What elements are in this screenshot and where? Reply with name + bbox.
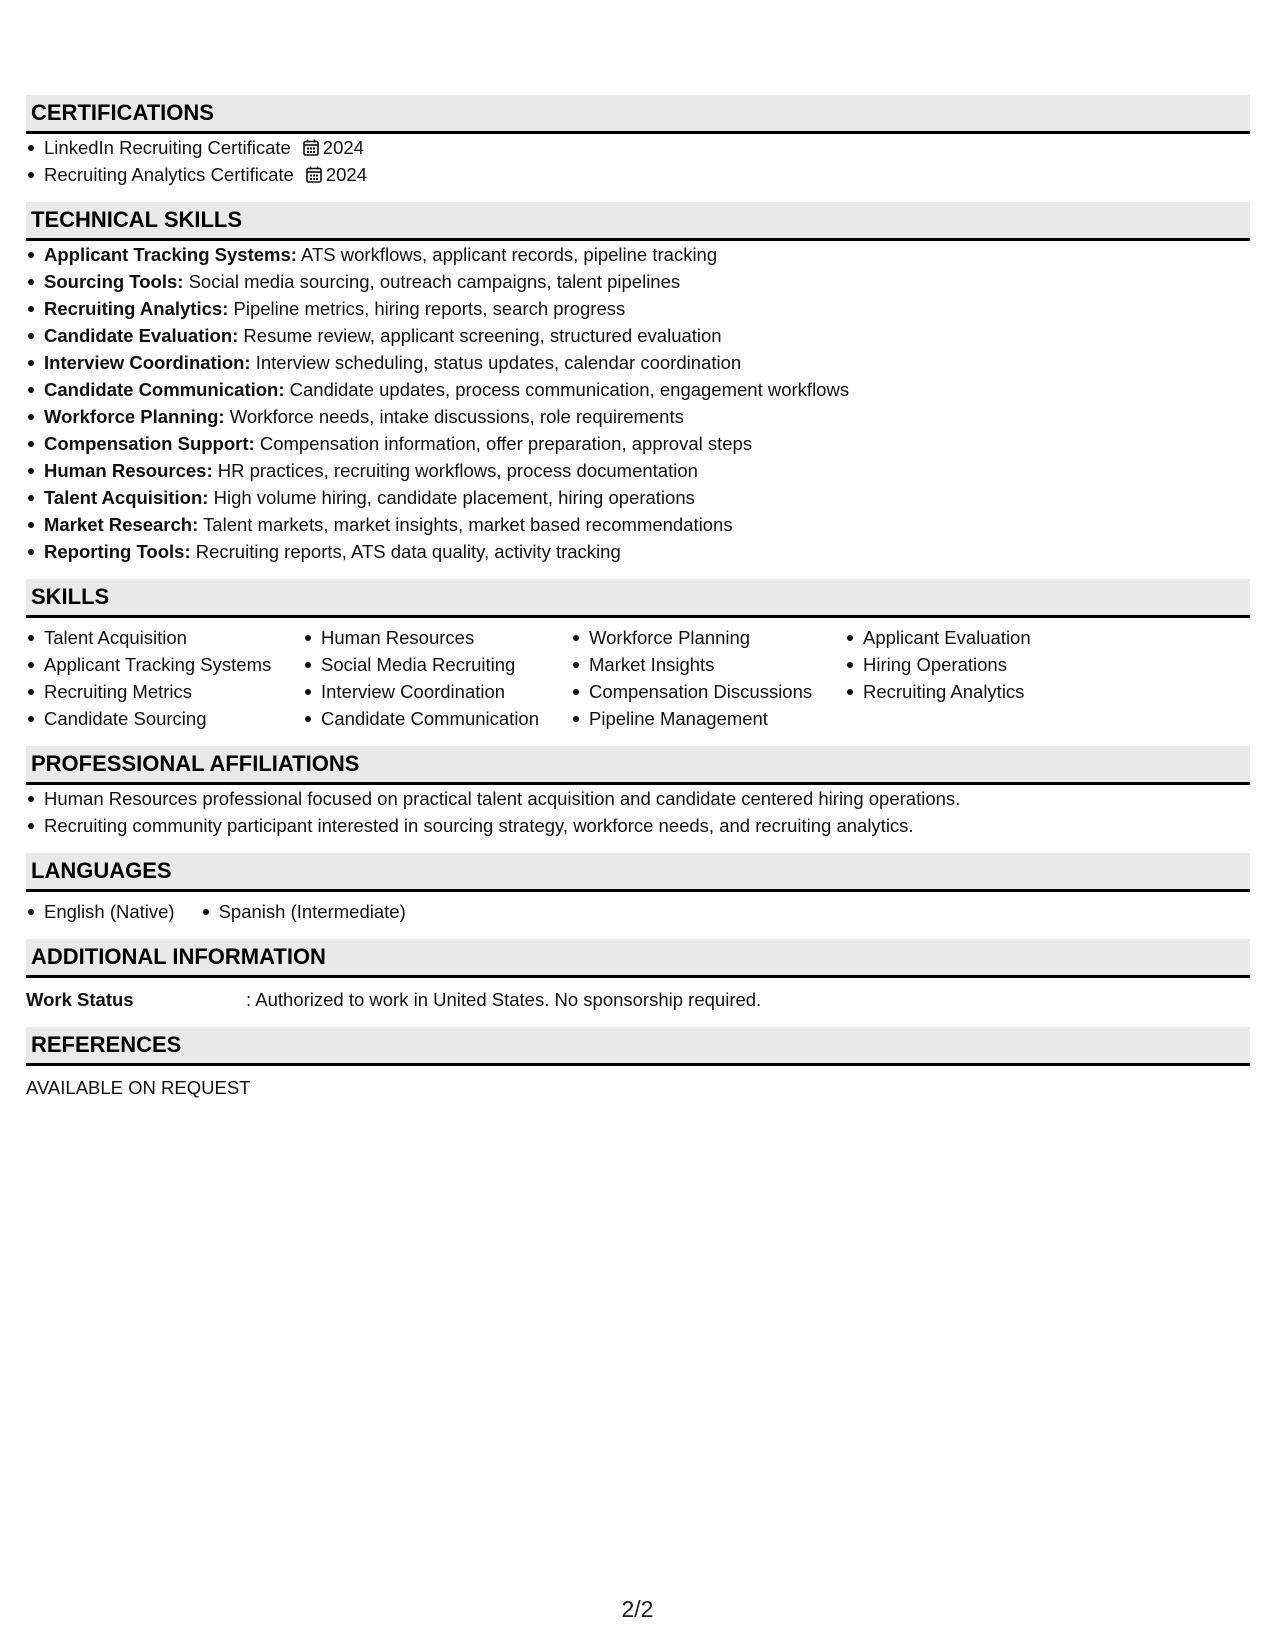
additional-info-heading: ADDITIONAL INFORMATION [26, 939, 1250, 978]
skills-grid [26, 618, 1250, 732]
skill-detail: Recruiting reports, ATS data quality, activity tracking [190, 541, 621, 562]
list-item: English (Native) [26, 898, 175, 925]
list-item [26, 349, 1250, 376]
list-item: Compensation Discussions [571, 678, 845, 705]
skill-category: Market Research: [44, 514, 199, 535]
list-item: Social Media Recruiting [303, 651, 571, 678]
certification-year: 2024 [322, 137, 364, 158]
languages-row [26, 892, 1250, 925]
calendar-icon [306, 163, 322, 190]
list-item [26, 241, 1250, 268]
list-item: Human Resources [303, 624, 571, 651]
list-item [26, 511, 1250, 538]
page-number: 2/2 [621, 1596, 654, 1622]
skill-detail: Workforce needs, intake discussions, role requirements [224, 406, 684, 427]
skills-section [26, 579, 1250, 732]
list-item: Recruiting community participant interested in sourcing strategy, workforce needs, and recruiting analytics. [26, 812, 1250, 839]
references-heading: REFERENCES [26, 1027, 1250, 1066]
certifications-list [26, 134, 1250, 188]
affiliations-list [26, 785, 1250, 839]
list-item: Candidate Communication [303, 705, 571, 732]
skill-category: Recruiting Analytics: [44, 298, 229, 319]
list-item [26, 457, 1250, 484]
list-item: Human Resources professional focused on practical talent acquisition and candidate centered hiring operations. [26, 785, 1250, 812]
list-item: Workforce Planning [571, 624, 845, 651]
list-item [26, 403, 1250, 430]
certifications-section [26, 95, 1250, 188]
list-item [26, 161, 1250, 188]
list-item [26, 376, 1250, 403]
list-item: Applicant Evaluation [845, 624, 1105, 651]
skill-detail: Pipeline metrics, hiring reports, search progress [228, 298, 626, 319]
list-item: Recruiting Metrics [26, 678, 303, 705]
skill-category: Human Resources: [44, 460, 213, 481]
list-item: Pipeline Management [571, 705, 845, 732]
list-item [26, 484, 1250, 511]
languages-list [26, 898, 432, 925]
additional-info-section [26, 939, 1250, 1013]
skills-column [26, 624, 303, 732]
skill-category: Workforce Planning: [44, 406, 225, 427]
skill-detail: Resume review, applicant screening, structured evaluation [238, 325, 722, 346]
list-item: Recruiting Analytics [845, 678, 1105, 705]
list-item [26, 322, 1250, 349]
skill-detail: High volume hiring, candidate placement, hiring operations [208, 487, 695, 508]
calendar-icon [303, 136, 319, 163]
skill-detail: HR practices, recruiting workflows, process documentation [212, 460, 698, 481]
skills-heading: SKILLS [26, 579, 1250, 618]
references-section [26, 1027, 1250, 1101]
work-status-value: : Authorized to work in United States. No sponsorship required. [246, 989, 762, 1010]
skill-category: Candidate Communication: [44, 379, 285, 400]
skill-category: Candidate Evaluation: [44, 325, 239, 346]
list-item: Talent Acquisition [26, 624, 303, 651]
technical-skills-heading: TECHNICAL SKILLS [26, 202, 1250, 241]
certifications-heading: CERTIFICATIONS [26, 95, 1250, 134]
list-item [26, 295, 1250, 322]
skill-detail: ATS workflows, applicant records, pipeline tracking [296, 244, 718, 265]
certification-year: 2024 [325, 164, 368, 185]
references-text: AVAILABLE ON REQUEST [26, 1077, 251, 1098]
languages-heading: LANGUAGES [26, 853, 1250, 892]
list-item: Candidate Sourcing [26, 705, 303, 732]
technical-skills-section [26, 202, 1250, 565]
list-item: Spanish (Intermediate) [201, 898, 406, 925]
list-item: Market Insights [571, 651, 845, 678]
skill-category: Talent Acquisition: [44, 487, 209, 508]
list-item [26, 134, 1250, 161]
skill-category: Interview Coordination: [44, 352, 251, 373]
skill-category: Reporting Tools: [44, 541, 191, 562]
list-item [26, 538, 1250, 565]
technical-skills-list [26, 241, 1250, 565]
list-item: Hiring Operations [845, 651, 1105, 678]
skill-detail: Talent markets, market insights, market based recommendations [198, 514, 733, 535]
list-item: Interview Coordination [303, 678, 571, 705]
skills-column [845, 624, 1105, 732]
skill-detail: Interview scheduling, status updates, calendar coordination [250, 352, 742, 373]
work-status-label: Work Status [26, 989, 134, 1010]
affiliations-heading: PROFESSIONAL AFFILIATIONS [26, 746, 1250, 785]
skill-category: Compensation Support: [44, 433, 255, 454]
list-item [26, 430, 1250, 457]
languages-section [26, 853, 1250, 925]
resume-page [26, 95, 1250, 1115]
certification-name: Recruiting Analytics Certificate [44, 164, 294, 185]
skill-category: Applicant Tracking Systems: [44, 244, 297, 265]
skills-column [303, 624, 571, 732]
work-status-row [26, 978, 1250, 1013]
skills-column [571, 624, 845, 732]
list-item [26, 268, 1250, 295]
list-item: Applicant Tracking Systems [26, 651, 303, 678]
certification-name: LinkedIn Recruiting Certificate [44, 137, 291, 158]
skill-detail: Compensation information, offer preparation, approval steps [254, 433, 753, 454]
skill-detail: Candidate updates, process communication, engagement workflows [284, 379, 850, 400]
affiliations-section [26, 746, 1250, 839]
skill-detail: Social media sourcing, outreach campaigns, talent pipelines [183, 271, 681, 292]
skill-category: Sourcing Tools: [44, 271, 184, 292]
